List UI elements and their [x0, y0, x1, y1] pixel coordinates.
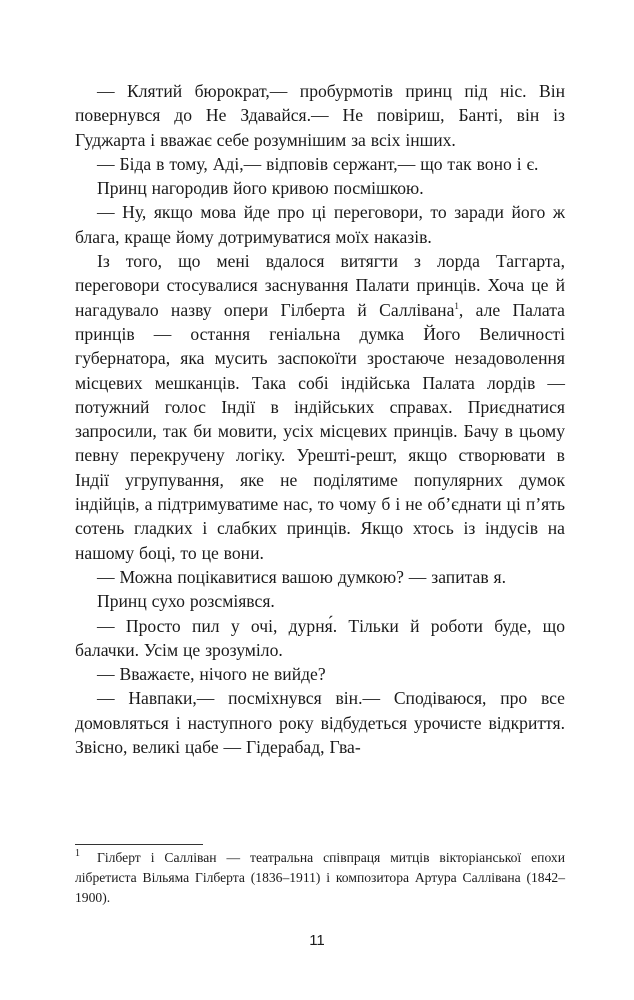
footnote-reference: 1 — [454, 300, 459, 311]
footnote — [75, 848, 565, 908]
paragraph-text: Із того, що мені вдалося витягти з лорда Таггарта, переговори стосувалися заснування Палати принців. Хоча це й нагадувало назву опери Гілберта й Саллівана — [75, 251, 565, 320]
paragraph: Принц сухо розсміявся. — [97, 591, 275, 612]
paragraph-with-footnote — [75, 249, 565, 565]
footnote-divider — [75, 844, 203, 845]
main-text — [75, 79, 565, 759]
paragraph-text-continued: , але Палата принців — остання геніальна думка Його Величності губернатора, яка мусить заспокоїти зростаюче незадоволення місцевих мешканців. Така собі індійська Палата лордів — потужний голос Індії в індійських справах. Приєднатися запросили, так би мовити, усіх місцевих принців. Бачу в цьому певну перекручену логіку. Урешті-решт, якщо створювати в Індії угрупування, яке не поділятиме популярних думок індійців, а підтримуватиме нас, то чому б і не об’єднати ці п’ять сотень гладких і слабких принців. Якщо хтось із індусів на нашому боці, то це вони. — [75, 299, 565, 563]
footnote-paragraph: 1 Гілберт і Салліван — театральна співпраця митців вікторіанської епохи лібретиста Вільяма Гілберта (1836–1911) і композитора Артура Саллівана (1842–1900). — [75, 848, 565, 905]
paragraph: — Просто пил у очі, дурня́. Тільки й роботи буде, що балачки. Усім це зрозуміло. — [75, 615, 565, 660]
paragraph: — Можна поцікавитися вашою думкою? — запитав я. — [97, 566, 507, 587]
footnote-text: Гілберт і Салліван — театральна співпраця митців вікторіанської епохи лібретиста Вільяма Гілберта (1836–1911) і композитора Артура Саллівана (1842–1900). — [75, 850, 565, 905]
page-number: 11 — [309, 932, 325, 949]
paragraph: — Біда в тому, Аді,— відповів сержант,— що так воно і є. — [97, 153, 539, 174]
paragraph: Принц нагородив його кривою посмішкою. — [97, 178, 424, 199]
paragraph: — Ну, якщо мова йде про ці переговори, то заради його ж блага, краще йому дотримуватися моїх наказів. — [75, 202, 565, 247]
paragraph: — Вважаєте, нічого не вийде? — [97, 664, 326, 685]
paragraph: — Навпаки,— посміхнувся він.— Сподіваюся, про все домовляться і наступного року відбудеться урочисте відкриття. Звісно, великі цабе — Гідерабад, Гва- — [75, 688, 565, 758]
paragraph: — Клятий бюрократ,— пробурмотів принц під ніс. Він повернувся до Не Здавайся.— Не повіриш, Банті, він із Гуджарта і вважає себе розумнішим за всіх інших. — [75, 81, 565, 150]
